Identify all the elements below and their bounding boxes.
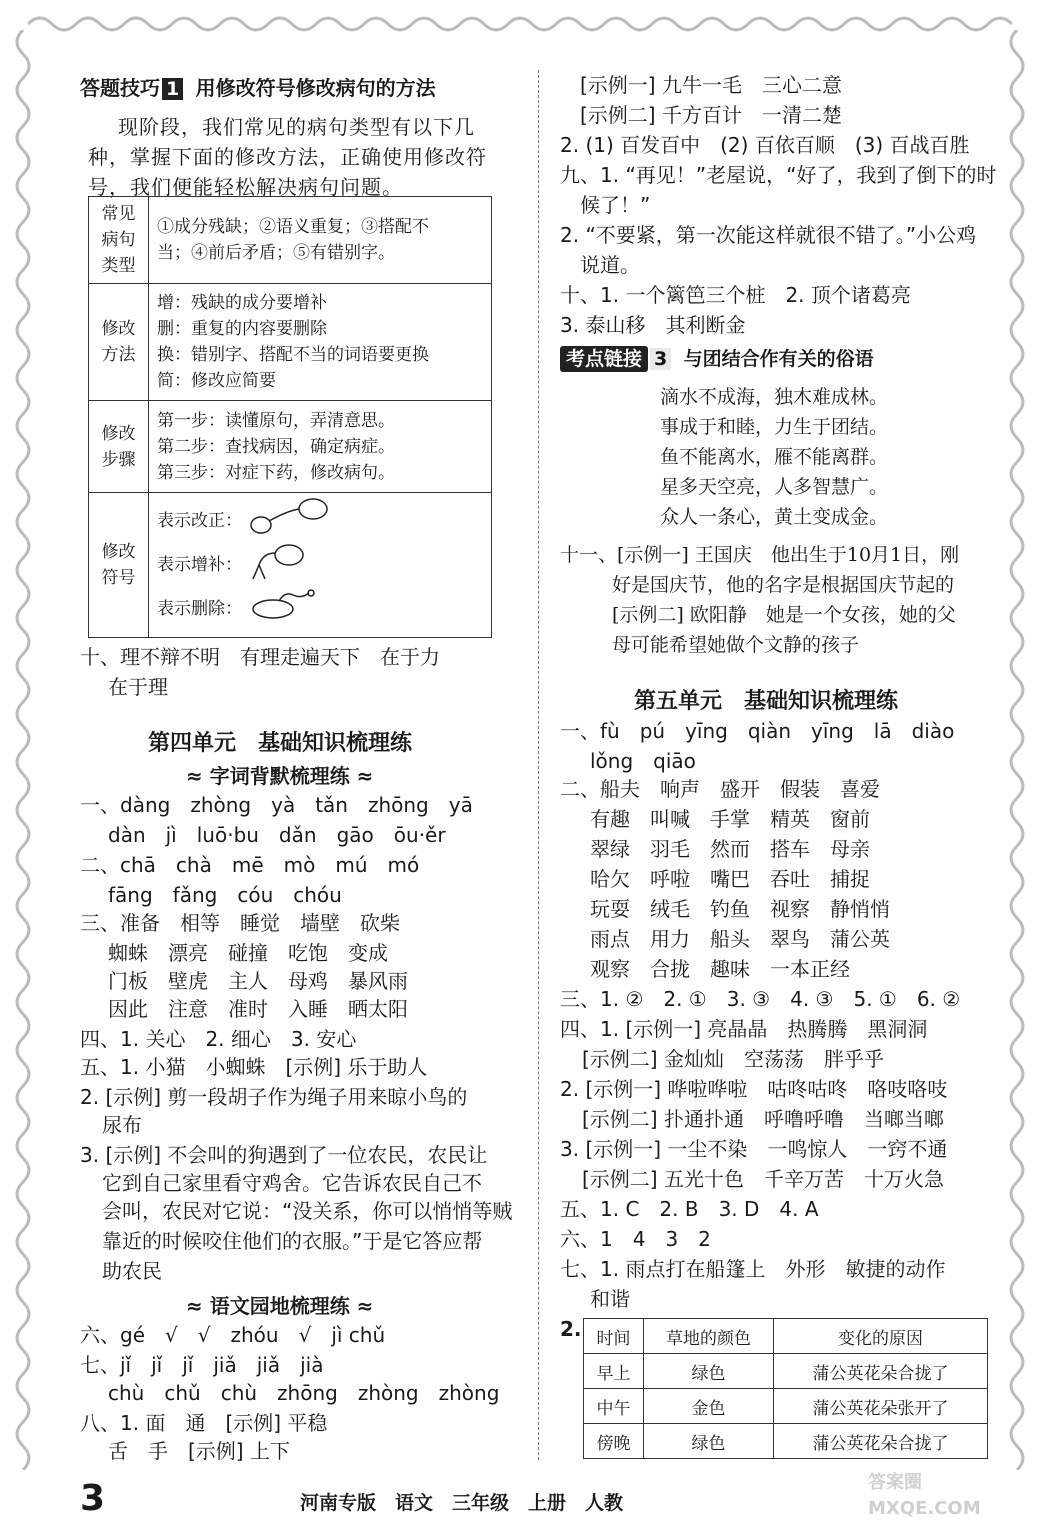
saying: 鱼不能离水，雁不能离群。 xyxy=(660,446,889,468)
right-line: 九、1. “再见！”老屋说，“好了，我到了倒下的时 xyxy=(560,163,997,187)
answer-line: 五、1. 小猫 小蜘蛛 [示例] 乐于助人 xyxy=(80,1055,428,1079)
answer-line: 三、1. ② 2. ① 3. ③ 4. ③ 5. ① 6. ② xyxy=(560,987,961,1011)
right-line: 3. 泰山移 其利断金 xyxy=(560,313,746,337)
rules-row xyxy=(89,197,492,284)
tip-num: 1 xyxy=(162,78,183,100)
tip-para-2: 种，掌握下面的修改方法，正确使用修改符 xyxy=(88,145,487,169)
table-cell: 早上 xyxy=(584,1354,644,1389)
answer-line: 有趣 叫喊 手掌 精英 窗前 xyxy=(590,807,870,831)
table-cell: 蒲公英花朵合拢了 xyxy=(774,1354,988,1389)
rules-value: 表示改正： 表示增补： 表示删除： xyxy=(149,493,492,638)
saying: 事成于和睦，力生于团结。 xyxy=(660,416,889,438)
watermark-logo: 答案圈 MXQE.COM xyxy=(868,1472,981,1519)
wavy-border-top xyxy=(28,10,1012,38)
unit4-sub2: ≈ 语文园地梳理练 ≈ xyxy=(186,1294,374,1318)
answer-line: 七、jǐ jǐ jǐ jiǎ jiǎ jià xyxy=(80,1353,324,1377)
right-line: 母可能希望她做个文静的孩子 xyxy=(612,634,860,656)
unit4-heading: 第四单元 基础知识梳理练 xyxy=(148,731,413,756)
table-header: 草地的颜色 xyxy=(644,1319,774,1354)
answer-line: chù chǔ chù zhōng zhòng zhòng xyxy=(108,1381,500,1405)
answer-line: fāng fǎng cóu chóu xyxy=(108,883,342,907)
rules-value: 第一步：读懂原句，弄清意思。 第二步：查找病因，确定病症。 第三步：对症下药，修改病句。 xyxy=(149,401,492,493)
answer-line: lǒng qiāo xyxy=(590,749,696,773)
answer-line: 一、dàng zhòng yà tǎn zhōng yā xyxy=(80,793,473,817)
answer-line: 3. [示例] 不会叫的狗遇到了一位农民，农民让 xyxy=(80,1143,488,1167)
right-line: [示例二] 千方百计 一清二楚 xyxy=(580,103,842,127)
rules-key: 常见病句类型 xyxy=(89,197,149,284)
table-row xyxy=(584,1424,988,1459)
link-tag: 考点链接 xyxy=(560,346,648,372)
right-line: 2. (1) 百发百中 (2) 百依百顺 (3) 百战百胜 xyxy=(560,133,970,157)
insert-mark-icon xyxy=(249,543,329,583)
column-divider xyxy=(538,70,539,1460)
answer-line: 二、船夫 响声 盛开 假装 喜爱 xyxy=(560,777,880,801)
answer-line: 六、1 4 3 2 xyxy=(560,1227,711,1251)
answer-line: 二、chā chà mē mò mú mó xyxy=(80,853,420,877)
saying: 滴水不成海，独木难成林。 xyxy=(660,386,889,408)
link-header xyxy=(560,344,874,372)
answer-line: 会叫，农民对它说：“没关系，你可以悄悄等贼 xyxy=(102,1199,513,1223)
answer-line: 2. xyxy=(560,1317,582,1341)
answer-line: 五、1. C 2. B 3. D 4. A xyxy=(560,1197,819,1221)
wavy-border-right xyxy=(1002,30,1032,1470)
table-cell: 傍晚 xyxy=(584,1424,644,1459)
saying: 众人一条心，黄土变成金。 xyxy=(660,506,889,528)
answer-line: 四、1. [示例一] 亮晶晶 热腾腾 黑洞洞 xyxy=(560,1017,928,1041)
page-number: 3 xyxy=(80,1478,106,1519)
right-line: 十、1. 一个篱笆三个桩 2. 顶个诸葛亮 xyxy=(560,283,911,307)
rules-value: ①成分残缺；②语义重复；③搭配不 当；④前后矛盾；⑤有错别字。 xyxy=(149,197,492,284)
answer-line: 雨点 用力 船头 翠鸟 蒲公英 xyxy=(590,927,890,951)
table-cell: 蒲公英花朵张开了 xyxy=(774,1389,988,1424)
table-header-row xyxy=(584,1319,988,1354)
answer-line: 助农民 xyxy=(102,1259,162,1283)
answer-line: 尿布 xyxy=(102,1113,142,1137)
answer-line: [示例二] 金灿灿 空荡荡 胖乎乎 xyxy=(582,1047,884,1071)
tip-title: 用修改符号修改病句的方法 xyxy=(195,76,436,100)
footer-text: 河南专版 语文 三年级 上册 人教 xyxy=(300,1492,624,1514)
link-num: 3 xyxy=(650,348,671,370)
tip-para-1: 现阶段，我们常见的病句类型有以下几 xyxy=(118,115,475,139)
tip-header xyxy=(80,72,436,101)
answer-line: 靠近的时候咬住他们的衣服。”于是它答应帮 xyxy=(102,1229,483,1253)
rules-row xyxy=(89,284,492,401)
rules-key: 修改步骤 xyxy=(89,401,149,493)
table-header: 变化的原因 xyxy=(774,1319,988,1354)
rules-row xyxy=(89,401,492,493)
rules-value: 增：残缺的成分要增补 删：重复的内容要删除 换：错别字、搭配不当的词语要更换 简：修改应简要 xyxy=(149,284,492,401)
answer-line: [示例二] 扑通扑通 呼噜呼噜 当啷当啷 xyxy=(582,1107,944,1131)
table-row xyxy=(584,1354,988,1389)
right-line: 说道。 xyxy=(580,253,640,277)
rules-key: 修改方法 xyxy=(89,284,149,401)
left-line: 在于理 xyxy=(108,675,168,699)
right-line: [示例二] 欧阳静 她是一个女孩，她的父 xyxy=(612,604,956,626)
answer-line: 2. [示例一] 哗啦哗啦 咕咚咕咚 咯吱咯吱 xyxy=(560,1077,948,1101)
table-cell: 金色 xyxy=(644,1389,774,1424)
answer-line: 七、1. 雨点打在船篷上 外形 敏捷的动作 xyxy=(560,1257,946,1281)
unit4-sub1: ≈ 字词背默梳理练 ≈ xyxy=(186,764,374,788)
wavy-border-left xyxy=(8,30,38,1470)
saying: 星多天空亮，人多智慧广。 xyxy=(660,476,889,498)
right-line: 候了！” xyxy=(580,193,651,217)
right-line: 十一、[示例一] 王国庆 他出生于10月1日，刚 xyxy=(560,544,960,566)
answer-line: 和谐 xyxy=(590,1287,630,1311)
answer-line: dàn jì luō·bu dǎn gāo ōu·ěr xyxy=(108,823,446,847)
answer-line: 翠绿 羽毛 然而 搭车 母亲 xyxy=(590,837,870,861)
unit5-heading: 第五单元 基础知识梳理练 xyxy=(634,689,899,714)
answer-line: 它到自己家里看守鸡舍。它告诉农民自己不 xyxy=(102,1171,482,1195)
table-cell: 蒲公英花朵合拢了 xyxy=(774,1424,988,1459)
answer-line: 舌 手 [示例] 上下 xyxy=(108,1439,290,1463)
grass-table xyxy=(583,1318,988,1459)
table-cell: 绿色 xyxy=(644,1424,774,1459)
rules-row xyxy=(89,493,492,638)
answer-line: [示例二] 五光十色 千辛万苦 十万火急 xyxy=(582,1167,944,1191)
correction-mark-icon xyxy=(247,497,337,537)
answer-line: 四、1. 关心 2. 细心 3. 安心 xyxy=(80,1027,357,1051)
answer-line: 蜘蛛 漂亮 碰撞 吃饱 变成 xyxy=(108,941,388,965)
answer-line: 哈欠 呼啦 嘴巴 吞吐 捕捉 xyxy=(590,867,870,891)
tip-para-3: 号，我们便能轻松解决病句问题。 xyxy=(88,175,403,199)
link-title: 与团结合作有关的俗语 xyxy=(683,348,874,370)
answer-line: 观察 合拢 趣味 一本正经 xyxy=(590,957,850,981)
answer-line: 门板 壁虎 主人 母鸡 暴风雨 xyxy=(108,969,408,993)
table-header: 时间 xyxy=(584,1319,644,1354)
answer-line: 因此 注意 准时 入睡 晒太阳 xyxy=(108,997,408,1021)
answer-line: 三、准备 相等 睡觉 墙壁 砍柴 xyxy=(80,911,400,935)
answer-line: 2. [示例] 剪一段胡子作为绳子用来晾小鸟的 xyxy=(80,1085,468,1109)
rules-key: 修改符号 xyxy=(89,493,149,638)
answer-line: 3. [示例一] 一尘不染 一鸣惊人 一窍不通 xyxy=(560,1137,948,1161)
table-cell: 中午 xyxy=(584,1389,644,1424)
answer-line: 玩耍 绒毛 钓鱼 视察 静悄悄 xyxy=(590,897,890,921)
right-line: 好是国庆节，他的名字是根据国庆节起的 xyxy=(612,574,955,596)
answer-line: 八、1. 面 通 [示例] 平稳 xyxy=(80,1411,328,1435)
right-line: [示例一] 九牛一毛 三心二意 xyxy=(580,73,842,97)
delete-mark-icon xyxy=(249,585,329,625)
answer-line: 一、fù pú yīng qiàn yīng lā diào xyxy=(560,719,955,743)
answer-line: 六、gé √ √ zhóu √ jì chǔ xyxy=(80,1323,386,1347)
table-row xyxy=(584,1389,988,1424)
tip-tag: 答题技巧 xyxy=(80,76,160,100)
rules-table xyxy=(88,196,492,638)
right-line: 2. “不要紧，第一次能这样就很不错了。”小公鸡 xyxy=(560,223,977,247)
table-cell: 绿色 xyxy=(644,1354,774,1389)
left-line: 十、理不辩不明 有理走遍天下 在于力 xyxy=(80,645,440,669)
